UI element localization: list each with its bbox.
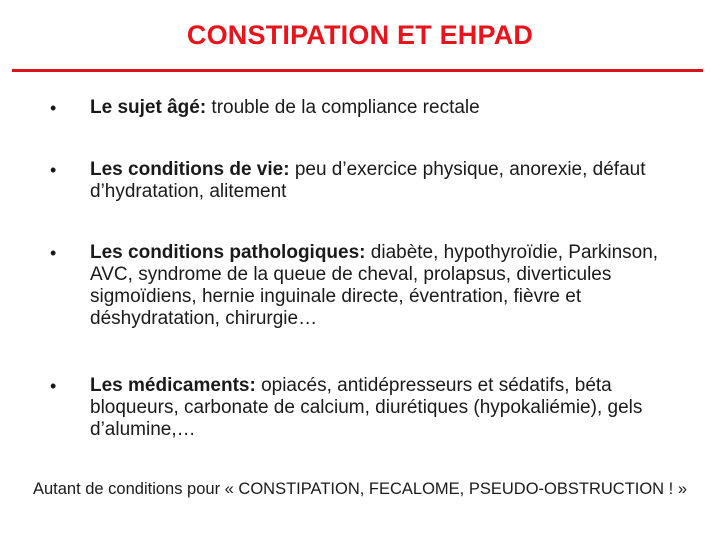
bullet-detail: diabète, hypothyroïdie, Parkinson, AVC, syndrome de la queue de cheval, prolapsus, diverticules sigmoïdiens, hernie inguinale directe, éventration, fièvre et déshydratation, chirurgie… <box>90 242 659 329</box>
bullet-term: Les conditions de vie: <box>90 159 290 180</box>
title-divider <box>12 69 703 72</box>
bullet-detail: peu d’exercice physique, anorexie, défaut d’hydratation, alitement <box>90 159 646 202</box>
bullet-term: Le sujet âgé: <box>90 97 207 118</box>
footer-note: Autant de conditions pour « CONSTIPATION, FECALOME, PSEUDO-OBSTRUCTION ! » <box>32 480 688 498</box>
bullet-term: Les conditions pathologiques: <box>90 242 366 263</box>
bullet-marker: • <box>50 98 57 118</box>
bullet-term: Les médicaments: <box>90 375 256 396</box>
bullet-marker: • <box>50 160 57 180</box>
bullet-text <box>90 97 690 119</box>
slide-title: CONSTIPATION ET EHPAD <box>186 20 534 50</box>
bullet-detail: opiacés, antidépresseurs et sédatifs, béta bloqueurs, carbonate de calcium, diurétiques (hypokaliémie), gels d’alumine,… <box>90 375 643 440</box>
bullet-text <box>90 375 665 441</box>
bullet-marker: • <box>50 243 57 263</box>
bullet-text <box>90 242 675 330</box>
bullet-marker: • <box>50 376 57 396</box>
bullet-text <box>90 159 670 203</box>
bullet-detail: trouble de la compliance rectale <box>206 97 480 118</box>
